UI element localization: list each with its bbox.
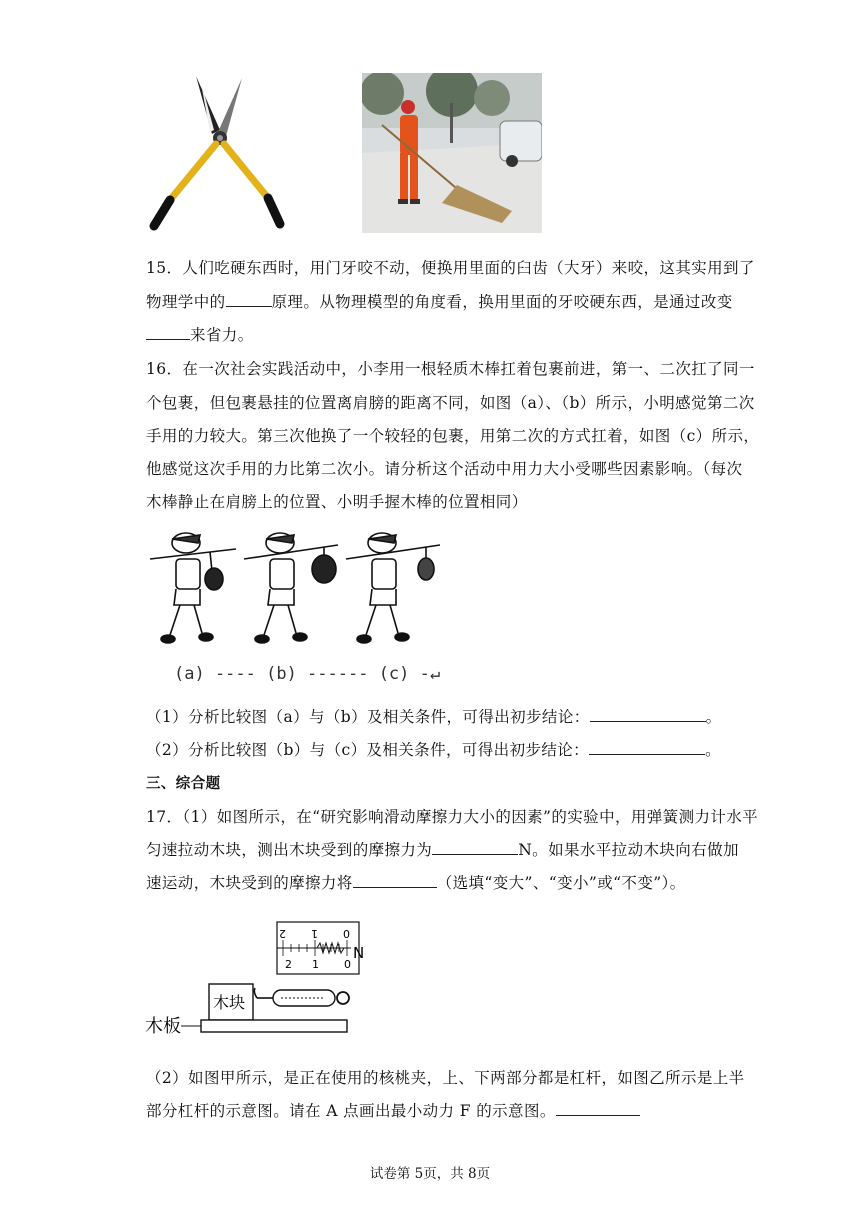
q15-blank-2[interactable] xyxy=(146,338,190,340)
scale-top-tick-1: 1 xyxy=(311,927,318,940)
q17-blank-3[interactable] xyxy=(556,1114,640,1116)
q17-text-b: N。如果水平拉动木块向右做加 xyxy=(518,841,739,859)
hedge-shears-image xyxy=(140,70,290,235)
block-label: 木块 xyxy=(213,993,246,1012)
q16-sub-2-period: 。 xyxy=(705,741,721,759)
q16-sub-1 xyxy=(146,705,722,727)
figure-b xyxy=(244,533,338,643)
figure-c xyxy=(346,533,440,643)
scale-top-tick-0: 0 xyxy=(343,927,350,940)
q17-text-a: 匀速拉动木块，测出木块受到的摩擦力为 xyxy=(146,841,433,859)
q16-blank-1[interactable] xyxy=(590,720,706,722)
friction-diagram xyxy=(145,918,370,1038)
q15-text-c: 来省力。 xyxy=(190,326,254,344)
q17-part2-line-2 xyxy=(146,1099,640,1121)
q16-sub-2 xyxy=(146,738,721,760)
q16-sub-2-text: （2）分析比较图（b）与（c）及相关条件，可得出初步结论： xyxy=(146,741,590,759)
scale-bottom-tick-1: 1 xyxy=(312,958,319,971)
q17-line-1: 17．（1）如图所示，在“研究影响滑动摩擦力大小的因素”的实验中，用弹簧测力计水平 xyxy=(146,808,759,826)
q15-blank-1[interactable] xyxy=(226,305,272,307)
q17-line-2 xyxy=(146,838,739,860)
scale-unit-label: N xyxy=(353,944,365,962)
q17-blank-1[interactable] xyxy=(432,853,518,855)
scale-top-tick-2: 2 xyxy=(279,927,286,940)
q17-text-c: 速运动，木块受到的摩擦力将 xyxy=(146,874,353,892)
q16-sub-1-period: 。 xyxy=(705,708,722,726)
q17-line-3 xyxy=(146,871,686,893)
q15-line-2 xyxy=(146,290,733,312)
street-sweeper-image xyxy=(362,73,542,233)
q16-line-4: 他感觉这次手用的力比第二次小。请分析这个活动中用力大小受哪些因素影响。（每次 xyxy=(146,460,743,478)
figure-a xyxy=(150,533,236,643)
boy-figures-image xyxy=(148,527,448,652)
q17-text-d: （选填“变大”、“变小”或“不变”）。 xyxy=(436,874,686,892)
q17-part2-line-1: （2）如图甲所示，是正在使用的核桃夹，上、下两部分都是杠杆，如图乙所示是上半 xyxy=(146,1069,745,1087)
q17-part2-text: 部分杠杆的示意图。请在 A 点画出最小动力 F 的示意图。 xyxy=(146,1102,556,1120)
figure-caption: (a) ---- (b) ------ (c) -↵ xyxy=(174,664,441,684)
section-heading: 三、综合题 xyxy=(146,776,221,792)
page-footer: 试卷第 5页，共 8页 xyxy=(369,1166,491,1182)
scale-bottom-tick-0: 0 xyxy=(344,958,351,971)
q16-line-3: 手用的力较大。第三次他换了一个较轻的包裹，用第二次的方式扛着，如图（c）所示， xyxy=(146,427,760,445)
q16-line-5: 木棒静止在肩膀上的位置、小明手握木棒的位置相同） xyxy=(146,493,528,511)
scale-bottom-tick-2: 2 xyxy=(285,958,292,971)
board-label: 木板 xyxy=(145,1016,181,1037)
q15-line-3 xyxy=(146,323,254,345)
q16-line-2: 个包裹，但包裹悬挂的位置离肩膀的距离不同，如图（a）、（b）所示，小明感觉第二次 xyxy=(146,394,755,412)
q16-line-1: 16．在一次社会实践活动中，小李用一根轻质木棒扛着包裹前进，第一、二次扛了同一 xyxy=(146,360,755,378)
q15-text-a: 物理学中的 xyxy=(146,293,226,311)
q16-sub-1-text: （1）分析比较图（a）与（b）及相关条件，可得出初步结论： xyxy=(146,708,590,726)
q17-blank-2[interactable] xyxy=(353,886,437,888)
q15-line-1: 15．人们吃硬东西时，用门牙咬不动，便换用里面的臼齿（大牙）来咬，这其实用到了 xyxy=(146,259,755,277)
q16-blank-2[interactable] xyxy=(589,753,705,755)
q15-text-b: 原理。从物理模型的角度看，换用里面的牙咬硬东西，是通过改变 xyxy=(271,293,733,311)
